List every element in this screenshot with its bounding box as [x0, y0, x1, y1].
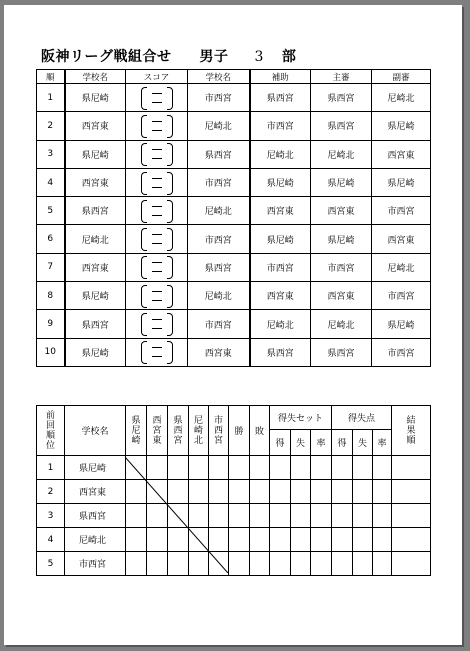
assist-school: 市西宮	[250, 253, 311, 281]
standings-cell	[168, 504, 189, 528]
standings-cell	[126, 504, 147, 528]
standings-cell	[168, 528, 189, 552]
header-order: 順	[37, 70, 65, 84]
standings-cell	[229, 504, 250, 528]
header-sub-referee: 副審	[372, 70, 431, 84]
standings-number: 4	[37, 528, 65, 552]
title-text: 阪神リーグ戦組合せ	[41, 49, 172, 65]
standings-header-row-1	[37, 406, 431, 430]
home-school: 県尼崎	[65, 282, 126, 310]
standings-cell	[332, 552, 353, 576]
referee-school: 県西宮	[311, 338, 372, 366]
standings-cell	[332, 504, 353, 528]
standings-cell	[392, 528, 431, 552]
schedule-row	[37, 225, 431, 253]
home-school: 県尼崎	[65, 140, 126, 168]
header-prev-rank: 前 回 順 位	[37, 406, 65, 456]
row-number: 10	[37, 338, 65, 366]
standings-cell	[373, 504, 392, 528]
standings-cell	[209, 552, 229, 576]
standings-table	[36, 405, 431, 576]
sub-referee-school: 市西宮	[372, 338, 431, 366]
score-box	[126, 338, 188, 366]
sub-referee-school: 西宮東	[372, 225, 431, 253]
header-set-lose: 失	[291, 429, 311, 455]
standings-cell	[353, 552, 373, 576]
referee-school: 市西宮	[311, 253, 372, 281]
header-pt-rate: 率	[373, 429, 392, 455]
standings-cell	[189, 552, 209, 576]
header-set-gain: 得	[270, 429, 291, 455]
header-point-diff: 得失点	[332, 406, 392, 430]
standings-cell	[209, 480, 229, 504]
sub-referee-school: 県尼崎	[372, 168, 431, 196]
schedule-row	[37, 112, 431, 140]
standings-school: 県尼崎	[65, 456, 126, 480]
row-number: 8	[37, 282, 65, 310]
away-school: 市西宮	[188, 84, 250, 112]
standings-cell	[270, 480, 291, 504]
standings-cell	[291, 456, 311, 480]
standings-cell	[311, 552, 332, 576]
schedule-row	[37, 282, 431, 310]
standings-cell	[332, 528, 353, 552]
standings-cell	[270, 504, 291, 528]
away-school: 市西宮	[188, 310, 250, 338]
standings-cell	[147, 528, 168, 552]
home-school: 西宮東	[65, 112, 126, 140]
standings-school: 県西宮	[65, 504, 126, 528]
standings-cell	[168, 456, 189, 480]
header-score: スコア	[126, 70, 188, 84]
schedule-row	[37, 140, 431, 168]
home-school: 県西宮	[65, 197, 126, 225]
title-division: 部	[281, 49, 297, 65]
away-school: 県西宮	[188, 253, 250, 281]
standings-cell	[189, 504, 209, 528]
standings-cell	[250, 552, 270, 576]
standings-cell	[353, 480, 373, 504]
header-win: 勝	[229, 406, 250, 456]
standings-cell	[392, 456, 431, 480]
sub-referee-school: 尼崎北	[372, 84, 431, 112]
row-number: 9	[37, 310, 65, 338]
schedule-row	[37, 338, 431, 366]
score-bracket-icon	[139, 340, 175, 364]
standings-cell	[209, 456, 229, 480]
standings-number: 5	[37, 552, 65, 576]
standings-row	[37, 504, 431, 528]
standings-cell	[291, 504, 311, 528]
standings-cell	[126, 528, 147, 552]
score-bracket-icon	[139, 255, 175, 279]
row-number: 4	[37, 168, 65, 196]
standings-row	[37, 456, 431, 480]
row-number: 3	[37, 140, 65, 168]
standings-cell	[311, 456, 332, 480]
assist-school: 尼崎北	[250, 140, 311, 168]
standings-cell	[126, 480, 147, 504]
standings-cell	[229, 480, 250, 504]
standings-cell	[250, 456, 270, 480]
standings-cell	[250, 504, 270, 528]
schedule-row	[37, 168, 431, 196]
row-number: 1	[37, 84, 65, 112]
row-number: 5	[37, 197, 65, 225]
standings-cell	[392, 480, 431, 504]
standings-school: 尼崎北	[65, 528, 126, 552]
standings-cell	[126, 456, 147, 480]
schedule-header-row	[37, 70, 431, 84]
standings-cell	[270, 528, 291, 552]
score-bracket-icon	[139, 142, 175, 166]
header-result: 結 果 順	[392, 406, 431, 456]
assist-school: 西宮東	[250, 197, 311, 225]
referee-school: 県西宮	[311, 112, 372, 140]
standings-number: 3	[37, 504, 65, 528]
score-box	[126, 310, 188, 338]
standings-cell	[311, 480, 332, 504]
header-school-away: 学校名	[188, 70, 250, 84]
home-school: 県西宮	[65, 310, 126, 338]
away-school: 尼崎北	[188, 282, 250, 310]
standings-row	[37, 480, 431, 504]
standings-row	[37, 528, 431, 552]
schedule-row	[37, 253, 431, 281]
standings-cell	[168, 552, 189, 576]
header-opp-3: 県 西 宮	[168, 406, 189, 456]
standings-cell	[229, 528, 250, 552]
assist-school: 西宮東	[250, 282, 311, 310]
standings-cell	[189, 528, 209, 552]
standings-cell	[392, 552, 431, 576]
standings-cell	[373, 480, 392, 504]
score-bracket-icon	[139, 114, 175, 138]
standings-cell	[392, 504, 431, 528]
row-number: 6	[37, 225, 65, 253]
score-bracket-icon	[139, 86, 175, 110]
page-title	[41, 46, 296, 66]
schedule-row	[37, 84, 431, 112]
standings-cell	[311, 528, 332, 552]
row-number: 2	[37, 112, 65, 140]
sub-referee-school: 県尼崎	[372, 310, 431, 338]
assist-school: 県西宮	[250, 84, 311, 112]
referee-school: 県尼崎	[311, 225, 372, 253]
score-box	[126, 168, 188, 196]
standings-cell	[126, 552, 147, 576]
standings-cell	[332, 480, 353, 504]
header-set-rate: 率	[311, 429, 332, 455]
standings-cell	[147, 480, 168, 504]
away-school: 尼崎北	[188, 112, 250, 140]
title-gender: 男子	[199, 49, 229, 65]
score-box	[126, 84, 188, 112]
referee-school: 県尼崎	[311, 168, 372, 196]
standings-cell	[250, 480, 270, 504]
standings-school: 西宮東	[65, 480, 126, 504]
standings-cell	[353, 528, 373, 552]
header-school-home: 学校名	[65, 70, 126, 84]
title-number: 3	[254, 49, 264, 65]
score-box	[126, 140, 188, 168]
standings-cell	[209, 528, 229, 552]
standings-school: 市西宮	[65, 552, 126, 576]
assist-school: 市西宮	[250, 112, 311, 140]
standings-row	[37, 552, 431, 576]
score-bracket-icon	[139, 199, 175, 223]
home-school: 県尼崎	[65, 338, 126, 366]
standings-cell	[189, 456, 209, 480]
schedule-row	[37, 310, 431, 338]
standings-cell	[353, 504, 373, 528]
standings-cell	[147, 456, 168, 480]
header-referee: 主審	[311, 70, 372, 84]
away-school: 市西宮	[188, 168, 250, 196]
referee-school: 尼崎北	[311, 310, 372, 338]
away-school: 尼崎北	[188, 197, 250, 225]
sub-referee-school: 県尼崎	[372, 112, 431, 140]
away-school: 県西宮	[188, 140, 250, 168]
standings-number: 2	[37, 480, 65, 504]
standings-cell	[189, 480, 209, 504]
standings-cell	[291, 480, 311, 504]
away-school: 西宮東	[188, 338, 250, 366]
standings-cell	[353, 456, 373, 480]
standings-cell	[147, 552, 168, 576]
referee-school: 尼崎北	[311, 140, 372, 168]
header-set-diff: 得失セット	[270, 406, 332, 430]
score-box	[126, 282, 188, 310]
score-bracket-icon	[139, 284, 175, 308]
standings-cell	[332, 456, 353, 480]
standings-cell	[311, 504, 332, 528]
referee-school: 県西宮	[311, 84, 372, 112]
home-school: 尼崎北	[65, 225, 126, 253]
assist-school: 県尼崎	[250, 168, 311, 196]
standings-cell	[168, 480, 189, 504]
sub-referee-school: 尼崎北	[372, 253, 431, 281]
standings-cell	[373, 528, 392, 552]
score-box	[126, 197, 188, 225]
standings-cell	[291, 552, 311, 576]
schedule-row	[37, 197, 431, 225]
header-pt-lose: 失	[353, 429, 373, 455]
header-pt-gain: 得	[332, 429, 353, 455]
header-opp-2: 西 宮 東	[147, 406, 168, 456]
header-opp-1: 県 尼 崎	[126, 406, 147, 456]
sub-referee-school: 西宮東	[372, 140, 431, 168]
assist-school: 県尼崎	[250, 225, 311, 253]
home-school: 県尼崎	[65, 84, 126, 112]
home-school: 西宮東	[65, 168, 126, 196]
header-opp-5: 市 西 宮	[209, 406, 229, 456]
standings-cell	[229, 456, 250, 480]
score-bracket-icon	[139, 312, 175, 336]
standings-cell	[209, 504, 229, 528]
score-box	[126, 253, 188, 281]
standings-cell	[373, 456, 392, 480]
standings-number: 1	[37, 456, 65, 480]
standings-cell	[270, 456, 291, 480]
standings-cell	[373, 552, 392, 576]
assist-school: 県西宮	[250, 338, 311, 366]
standings-cell	[229, 552, 250, 576]
score-bracket-icon	[139, 227, 175, 251]
standings-cell	[147, 504, 168, 528]
header-school: 学校名	[65, 406, 126, 456]
referee-school: 西宮東	[311, 197, 372, 225]
schedule-table	[36, 69, 431, 367]
score-box	[126, 112, 188, 140]
standings-cell	[291, 528, 311, 552]
sub-referee-school: 市西宮	[372, 282, 431, 310]
referee-school: 西宮東	[311, 282, 372, 310]
sub-referee-school: 市西宮	[372, 197, 431, 225]
away-school: 市西宮	[188, 225, 250, 253]
header-loss: 敗	[250, 406, 270, 456]
home-school: 西宮東	[65, 253, 126, 281]
standings-cell	[270, 552, 291, 576]
standings-cell	[250, 528, 270, 552]
score-box	[126, 225, 188, 253]
header-assist: 補助	[250, 70, 311, 84]
header-opp-4: 尼 崎 北	[189, 406, 209, 456]
score-bracket-icon	[139, 171, 175, 195]
assist-school: 尼崎北	[250, 310, 311, 338]
row-number: 7	[37, 253, 65, 281]
